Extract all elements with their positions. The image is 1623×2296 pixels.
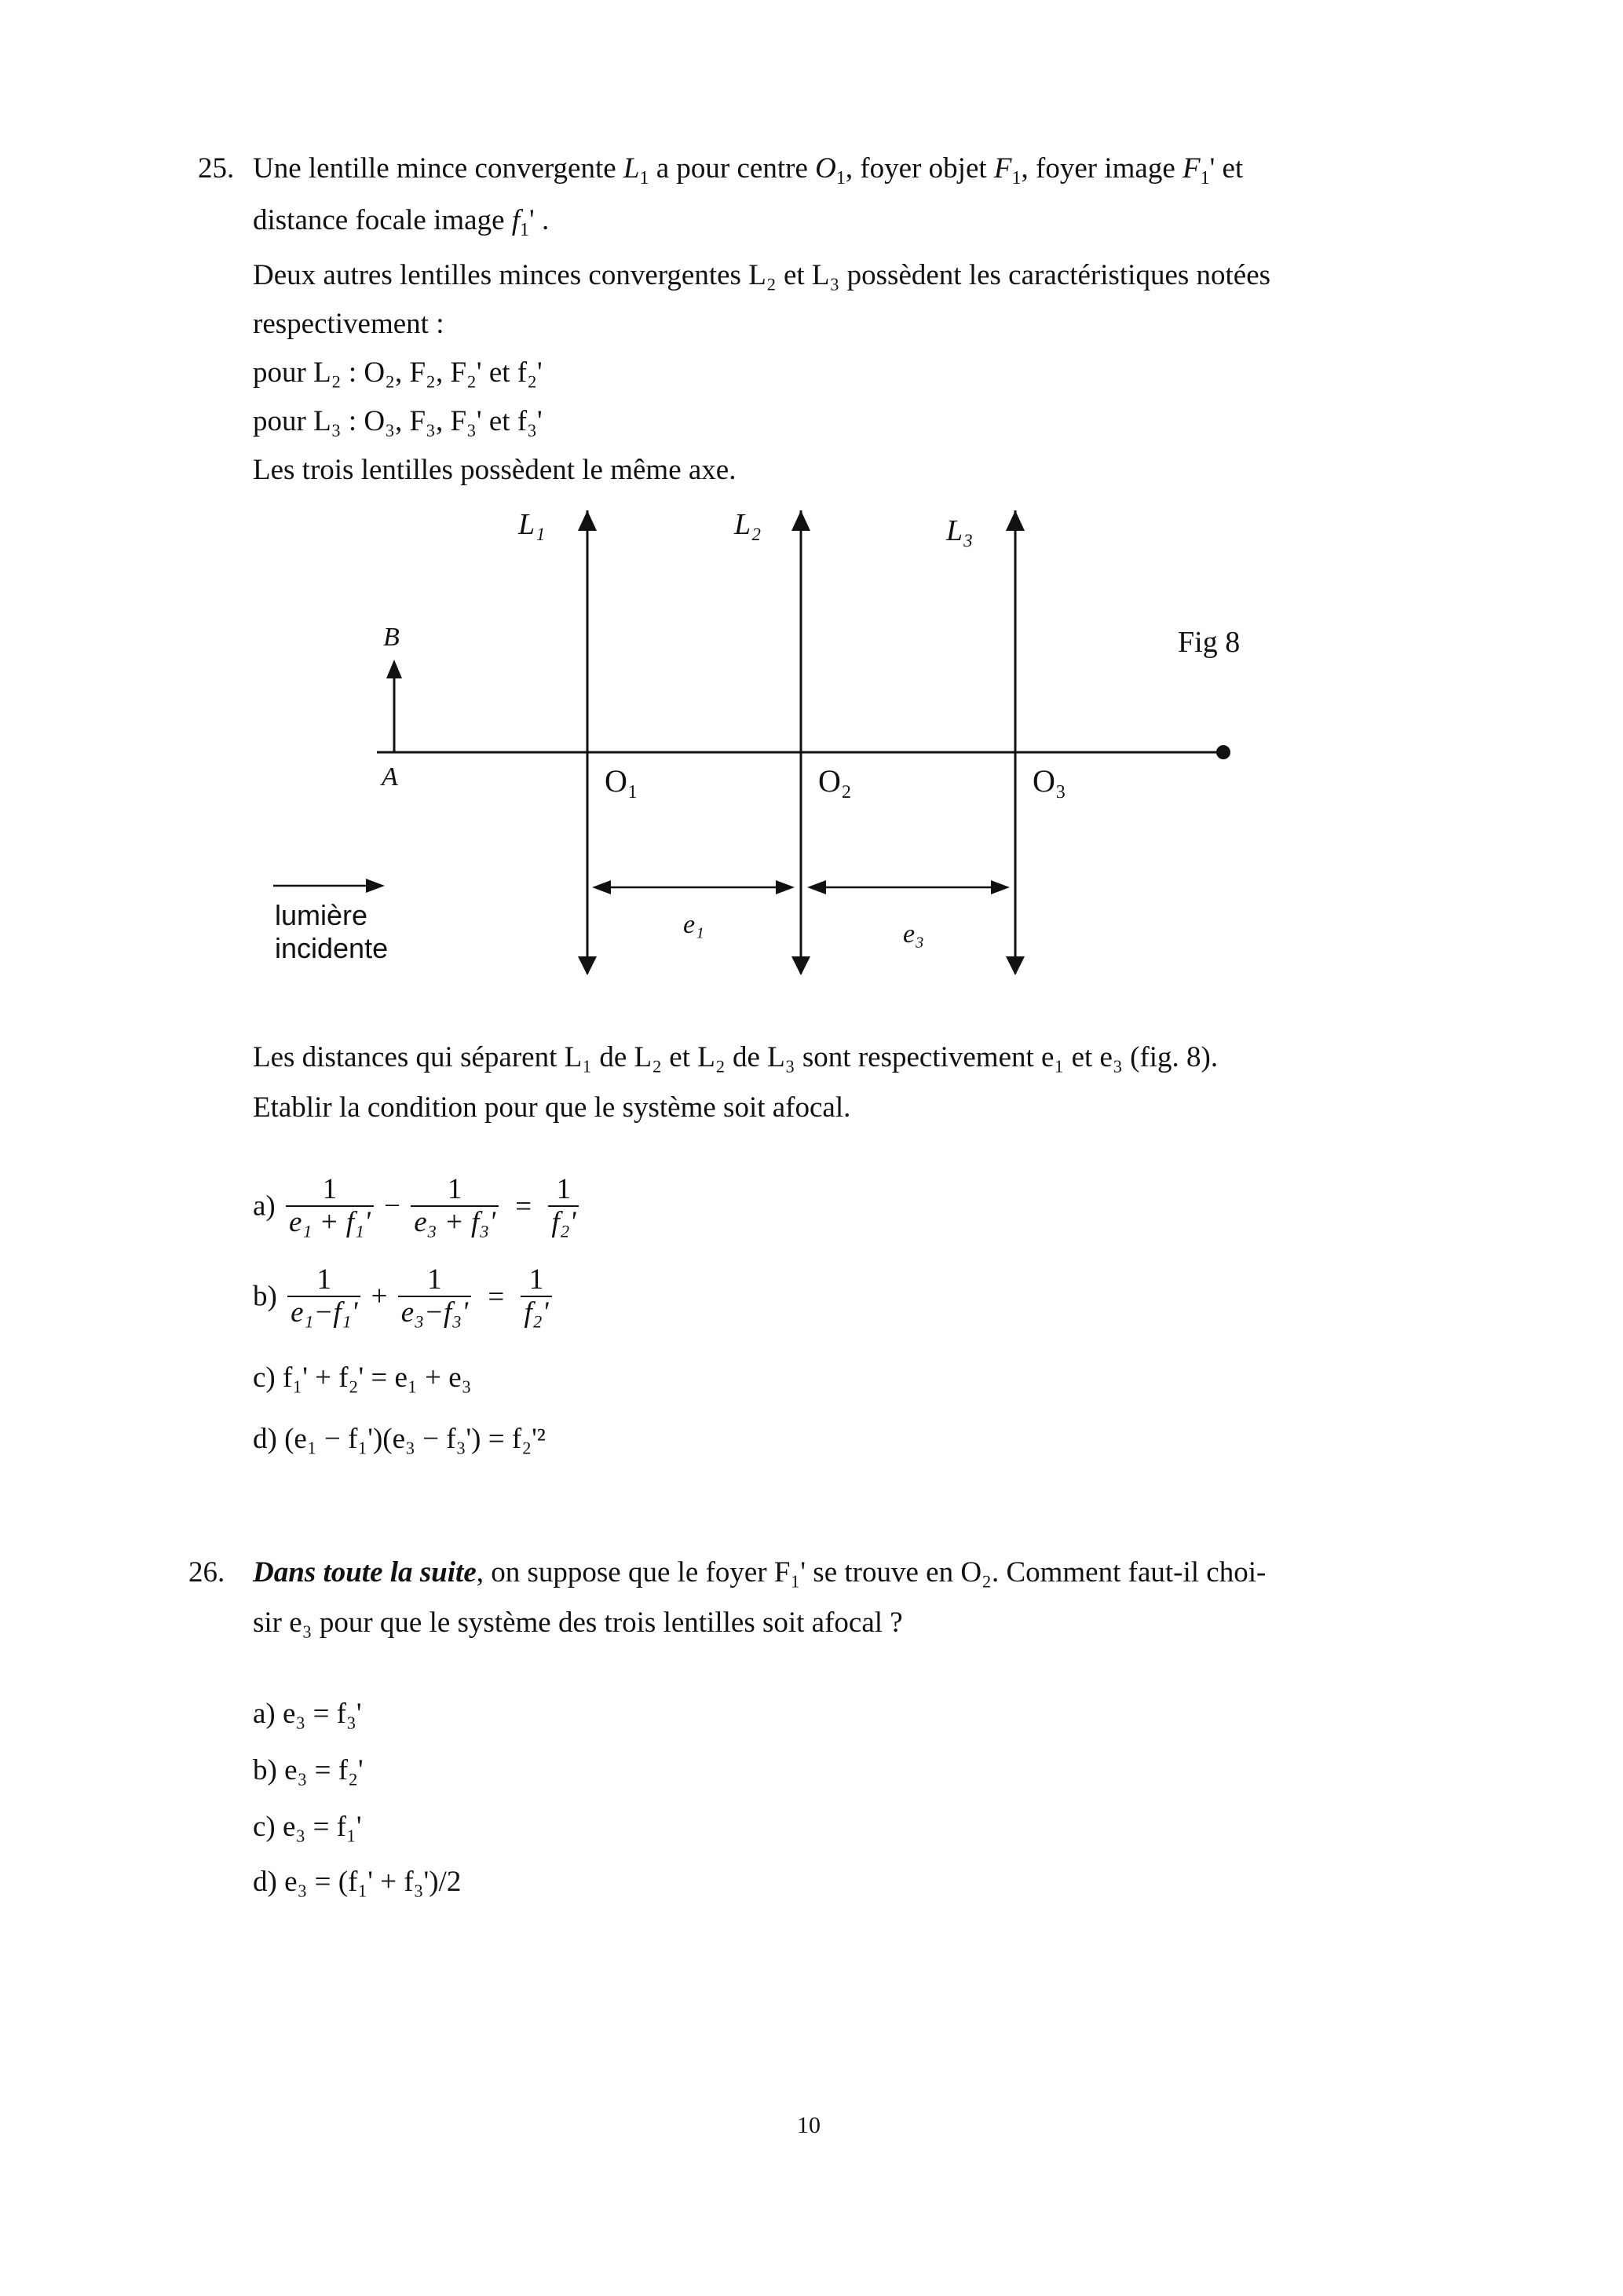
incident-light-arrow (366, 879, 385, 893)
label-e3: e₃ (903, 919, 924, 949)
lens-l3-top-arrow (1006, 510, 1025, 531)
object-b-arrow (386, 660, 402, 678)
label-l2: L₂ (734, 508, 762, 541)
distance-e1-left-arrow (592, 880, 611, 894)
distance-e3-left-arrow (807, 880, 826, 894)
label-o2: O₂ (818, 763, 852, 799)
q26-number: 26. (188, 1556, 225, 1589)
label-l3: L₃ (946, 514, 974, 547)
lens-l1-bottom-arrow (578, 956, 597, 975)
q26-line2: sir e₃ pour que le système des trois lentilles soit afocal ? (253, 1607, 903, 1639)
q25-line5: pour L₂ : O₂, F₂, F₂' et f₂' (253, 356, 543, 389)
label-e1: e₁ (683, 910, 704, 939)
figure-caption: Fig 8 (1178, 626, 1241, 659)
lens-l3-bottom-arrow (1006, 956, 1025, 975)
q26-option-b[interactable]: b) e₃ = f₂' (253, 1754, 364, 1786)
q25-option-d[interactable]: d) (e₁ − f₁')(e₃ − f₃') = f₂'² (253, 1423, 546, 1455)
lens-l1-top-arrow (578, 510, 597, 531)
lens-system-figure (236, 495, 1256, 997)
q25-line7: Les trois lentilles possèdent le même axe. (253, 454, 737, 486)
q25-number: 25. (198, 152, 235, 185)
q25-option-c[interactable]: c) f₁' + f₂' = e₁ + e₃ (253, 1362, 472, 1394)
distance-e1-right-arrow (776, 880, 795, 894)
distance-e3-right-arrow (991, 880, 1010, 894)
q26-option-c[interactable]: c) e₃ = f₁' (253, 1811, 362, 1843)
q25-line6: pour L₃ : O₃, F₃, F₃' et f₃' (253, 405, 543, 437)
label-light-2: incidente (275, 932, 389, 964)
q26-line1: Dans toute la suite, on suppose que le foyer F₁' se trouve en O₂. Comment faut-il choi- (253, 1556, 1267, 1589)
axis-end-dot (1216, 745, 1230, 759)
label-a: A (382, 762, 398, 792)
lens-l2-bottom-arrow (791, 956, 810, 975)
q25-line2: distance focale image $f_1'$ . (253, 204, 550, 240)
lens-l2-top-arrow (791, 510, 810, 531)
q25-option-a[interactable]: a) $\frac{1}{\text{e₁ + f₁'}}$ − $\frac{1}{\text{e₃ + f₃'}}$ = $\frac{1}{\text{f₂'}}$ (253, 1174, 582, 1238)
q25-after-fig-1: Les distances qui séparent L₁ de L₂ et L₂ de L₃ sont respectivement e₁ et e₃ (fig. 8). (253, 1041, 1219, 1073)
page-number: 10 (797, 2112, 821, 2138)
q25-after-fig-2: Etablir la condition pour que le système soit afocal. (253, 1091, 851, 1124)
label-o3: O₃ (1033, 763, 1066, 799)
label-light-1: lumière (275, 899, 368, 931)
label-o1: O₁ (605, 763, 638, 799)
q25-line4: respectivement : (253, 308, 444, 340)
q26-option-d[interactable]: d) e₃ = (f₁' + f₃')/2 (253, 1866, 462, 1898)
q25-line3: Deux autres lentilles minces convergentes L₂ et L₃ possèdent les caractéristiques notées (253, 259, 1271, 291)
q25-line1: Une lentille mince convergente $L_1$ a pour centre $O_1$, foyer objet $F_1$, foyer image $F_1'$ et (253, 152, 1244, 188)
q25-option-b[interactable]: b) $\frac{1}{\text{e₁−f₁'}}$ + $\frac{1}{\text{e₃−f₃'}}$ = $\frac{1}{\text{f₂'}}$ (253, 1264, 555, 1329)
label-b: B (383, 623, 400, 652)
q26-option-a[interactable]: a) e₃ = f₃' (253, 1698, 362, 1730)
label-l1: L₁ (518, 508, 546, 541)
